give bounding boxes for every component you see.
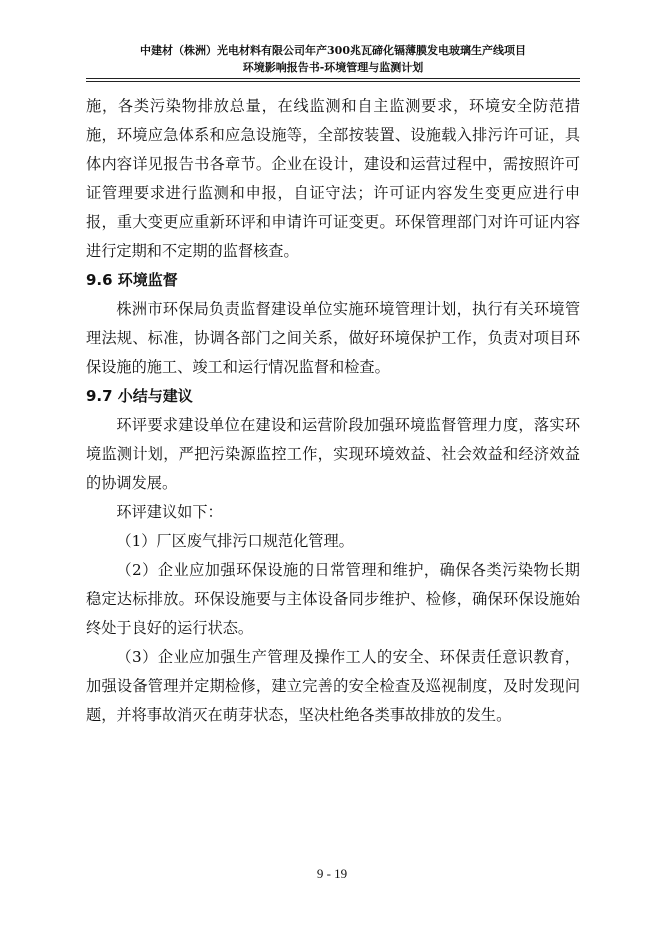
page-header	[86, 42, 580, 76]
document-body	[86, 92, 580, 730]
paragraph-permit-continuation: 施，各类污染物排放总量，在线监测和自主监测要求，环境安全防范措施，环境应急体系和应急设施等，全部按装置、设施载入排污许可证，具体内容详见报告书各章节。企业在设计，建设和运营过程中，需按照许可证管理要求进行监测和申报，自证守法；许可证内容发生变更应进行申报，重大变更应重新环评和申请许可证变更。环保管理部门对许可证内容进行定期和不定期的监督核查。	[86, 97, 580, 260]
paragraph-environment-supervision: 株洲市环保局负责监督建设单位实施环境管理计划，执行有关环境管理法规、标准，协调各部门之间关系，做好环境保护工作，负责对项目环保设施的施工、竣工和运行情况监督和检查。	[86, 300, 580, 376]
header-rule	[86, 78, 580, 82]
header-title-line1: 中建材（株洲）光电材料有限公司年产300兆瓦碲化镉薄膜发电玻璃生产线项目	[140, 44, 526, 57]
suggestion-item-2: （2）企业应加强环保设施的日常管理和维护，确保各类污染物长期稳定达标排放。环保设施要与主体设备同步维护、检修，确保环保设施始终处于良好的运行状态。	[86, 561, 580, 637]
page-number: 9 - 19	[316, 866, 348, 881]
header-title-line2: 环境影响报告书-环境管理与监测计划	[242, 61, 424, 74]
section-heading-9-7: 9.7 小结与建议	[86, 387, 193, 405]
paragraph-suggestions-intro: 环评建议如下：	[116, 503, 223, 521]
suggestion-item-1: （1）厂区废气排污口规范化管理。	[116, 532, 354, 550]
paragraph-summary: 环评要求建设单位在建设和运营阶段加强环境监督管理力度，落实环境监测计划，严把污染源监控工作，实现环境效益、社会效益和经济效益的协调发展。	[86, 416, 580, 492]
section-heading-9-6: 9.6 环境监督	[86, 271, 178, 289]
suggestion-item-3: （3）企业应加强生产管理及操作工人的安全、环保责任意识教育，加强设备管理并定期检修，建立完善的安全检查及巡视制度，及时发现问题，并将事故消灭在萌芽状态，坚决杜绝各类事故排放的发生。	[86, 648, 580, 724]
